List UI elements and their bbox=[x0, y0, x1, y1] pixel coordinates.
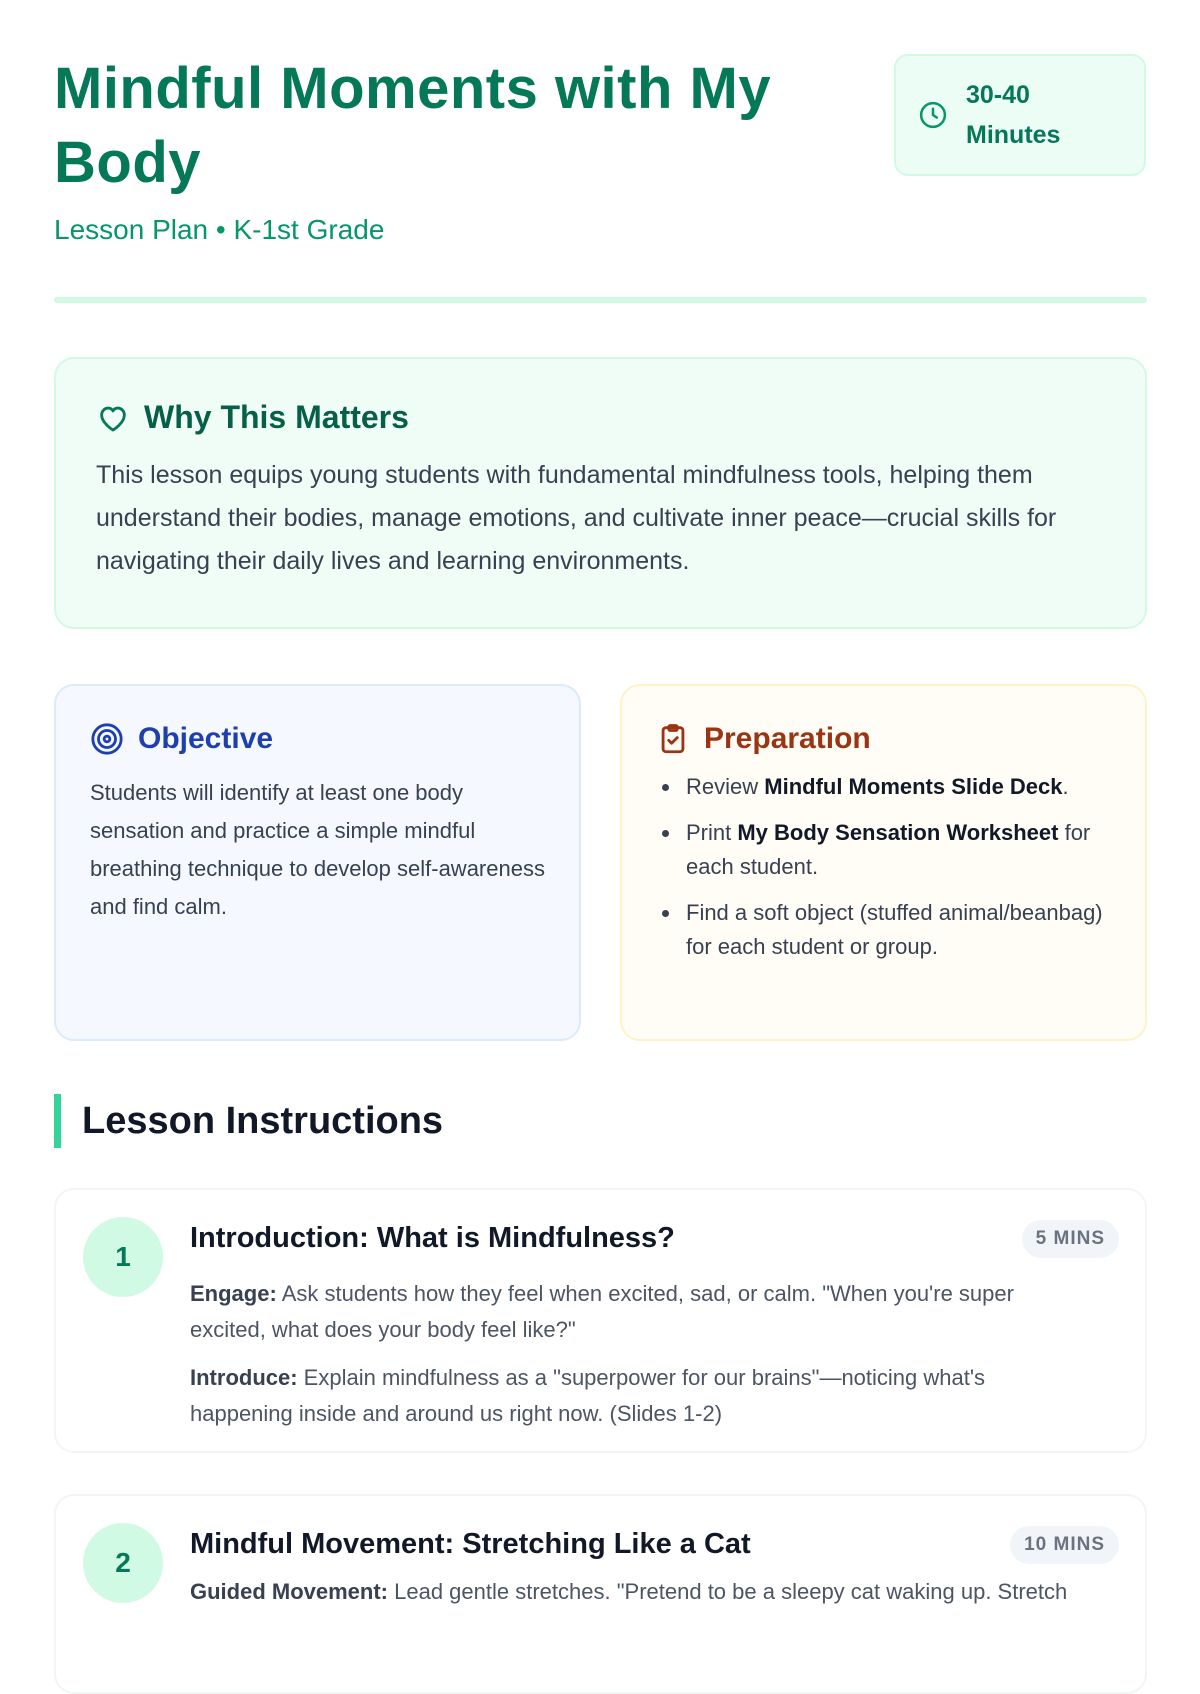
lesson-plan-page bbox=[54, 0, 1147, 1604]
preparation-list bbox=[656, 770, 1111, 964]
objective-card bbox=[54, 684, 581, 1041]
duration-badge bbox=[894, 54, 1146, 176]
why-title: Why This Matters bbox=[144, 399, 409, 435]
lesson-header bbox=[54, 0, 1147, 300]
duration-text: 30-40 Minutes bbox=[966, 81, 1061, 149]
preparation-card bbox=[620, 684, 1147, 1041]
step-body bbox=[190, 1276, 1090, 1444]
page-subtitle: Lesson Plan • K-1st Grade bbox=[54, 214, 385, 245]
target-icon bbox=[90, 722, 124, 756]
heart-icon bbox=[96, 401, 130, 435]
clock-icon bbox=[918, 100, 948, 130]
preparation-item: • Find a soft object (stuffed animal/beanbag) for each student or group. bbox=[682, 896, 1111, 964]
lesson-step bbox=[54, 1188, 1147, 1453]
step-paragraph: Engage: Ask students how they feel when excited, sad, or calm. "When you're super excited, what does your body feel like?" bbox=[190, 1281, 1014, 1342]
step-number: 1 bbox=[83, 1217, 163, 1297]
lesson-step bbox=[54, 1494, 1147, 1694]
step-title: Mindful Movement: Stretching Like a Cat bbox=[190, 1528, 751, 1560]
instructions-heading: Lesson Instructions bbox=[54, 1094, 443, 1148]
why-this-matters-card bbox=[54, 357, 1147, 629]
header-divider bbox=[54, 297, 1147, 303]
step-paragraph: Introduce: Explain mindfulness as a "superpower for our brains"—noticing what's happening inside and around us right now. (Slides 1-2) bbox=[190, 1365, 986, 1426]
step-paragraph: Guided Movement: Lead gentle stretches. "Pretend to be a sleepy cat waking up. Stretch bbox=[190, 1579, 1068, 1604]
objective-title: Objective bbox=[138, 722, 274, 755]
preparation-title: Preparation bbox=[704, 722, 871, 755]
preparation-item: • Review Mindful Moments Slide Deck. bbox=[682, 770, 1111, 804]
clipboard-check-icon bbox=[656, 722, 690, 756]
step-duration-badge: 5 MINS bbox=[1022, 1220, 1119, 1258]
step-number: 2 bbox=[83, 1523, 163, 1603]
step-duration-badge: 10 MINS bbox=[1010, 1526, 1119, 1564]
why-body: This lesson equips young students with fundamental mindfulness tools, helping them understand their bodies, manage emotions, and cultivate inner peace—crucial skills for navigating their daily lives and learning environments. bbox=[96, 461, 1057, 575]
step-title: Introduction: What is Mindfulness? bbox=[190, 1222, 675, 1254]
page-title: Mindful Moments with My Body bbox=[54, 56, 772, 195]
step-body bbox=[190, 1574, 1090, 1622]
objective-body: Students will identify at least one body sensation and practice a simple mindful breathing technique to develop self-awareness and find calm. bbox=[90, 780, 545, 919]
preparation-item: • Print My Body Sensation Worksheet for each student. bbox=[682, 816, 1111, 884]
